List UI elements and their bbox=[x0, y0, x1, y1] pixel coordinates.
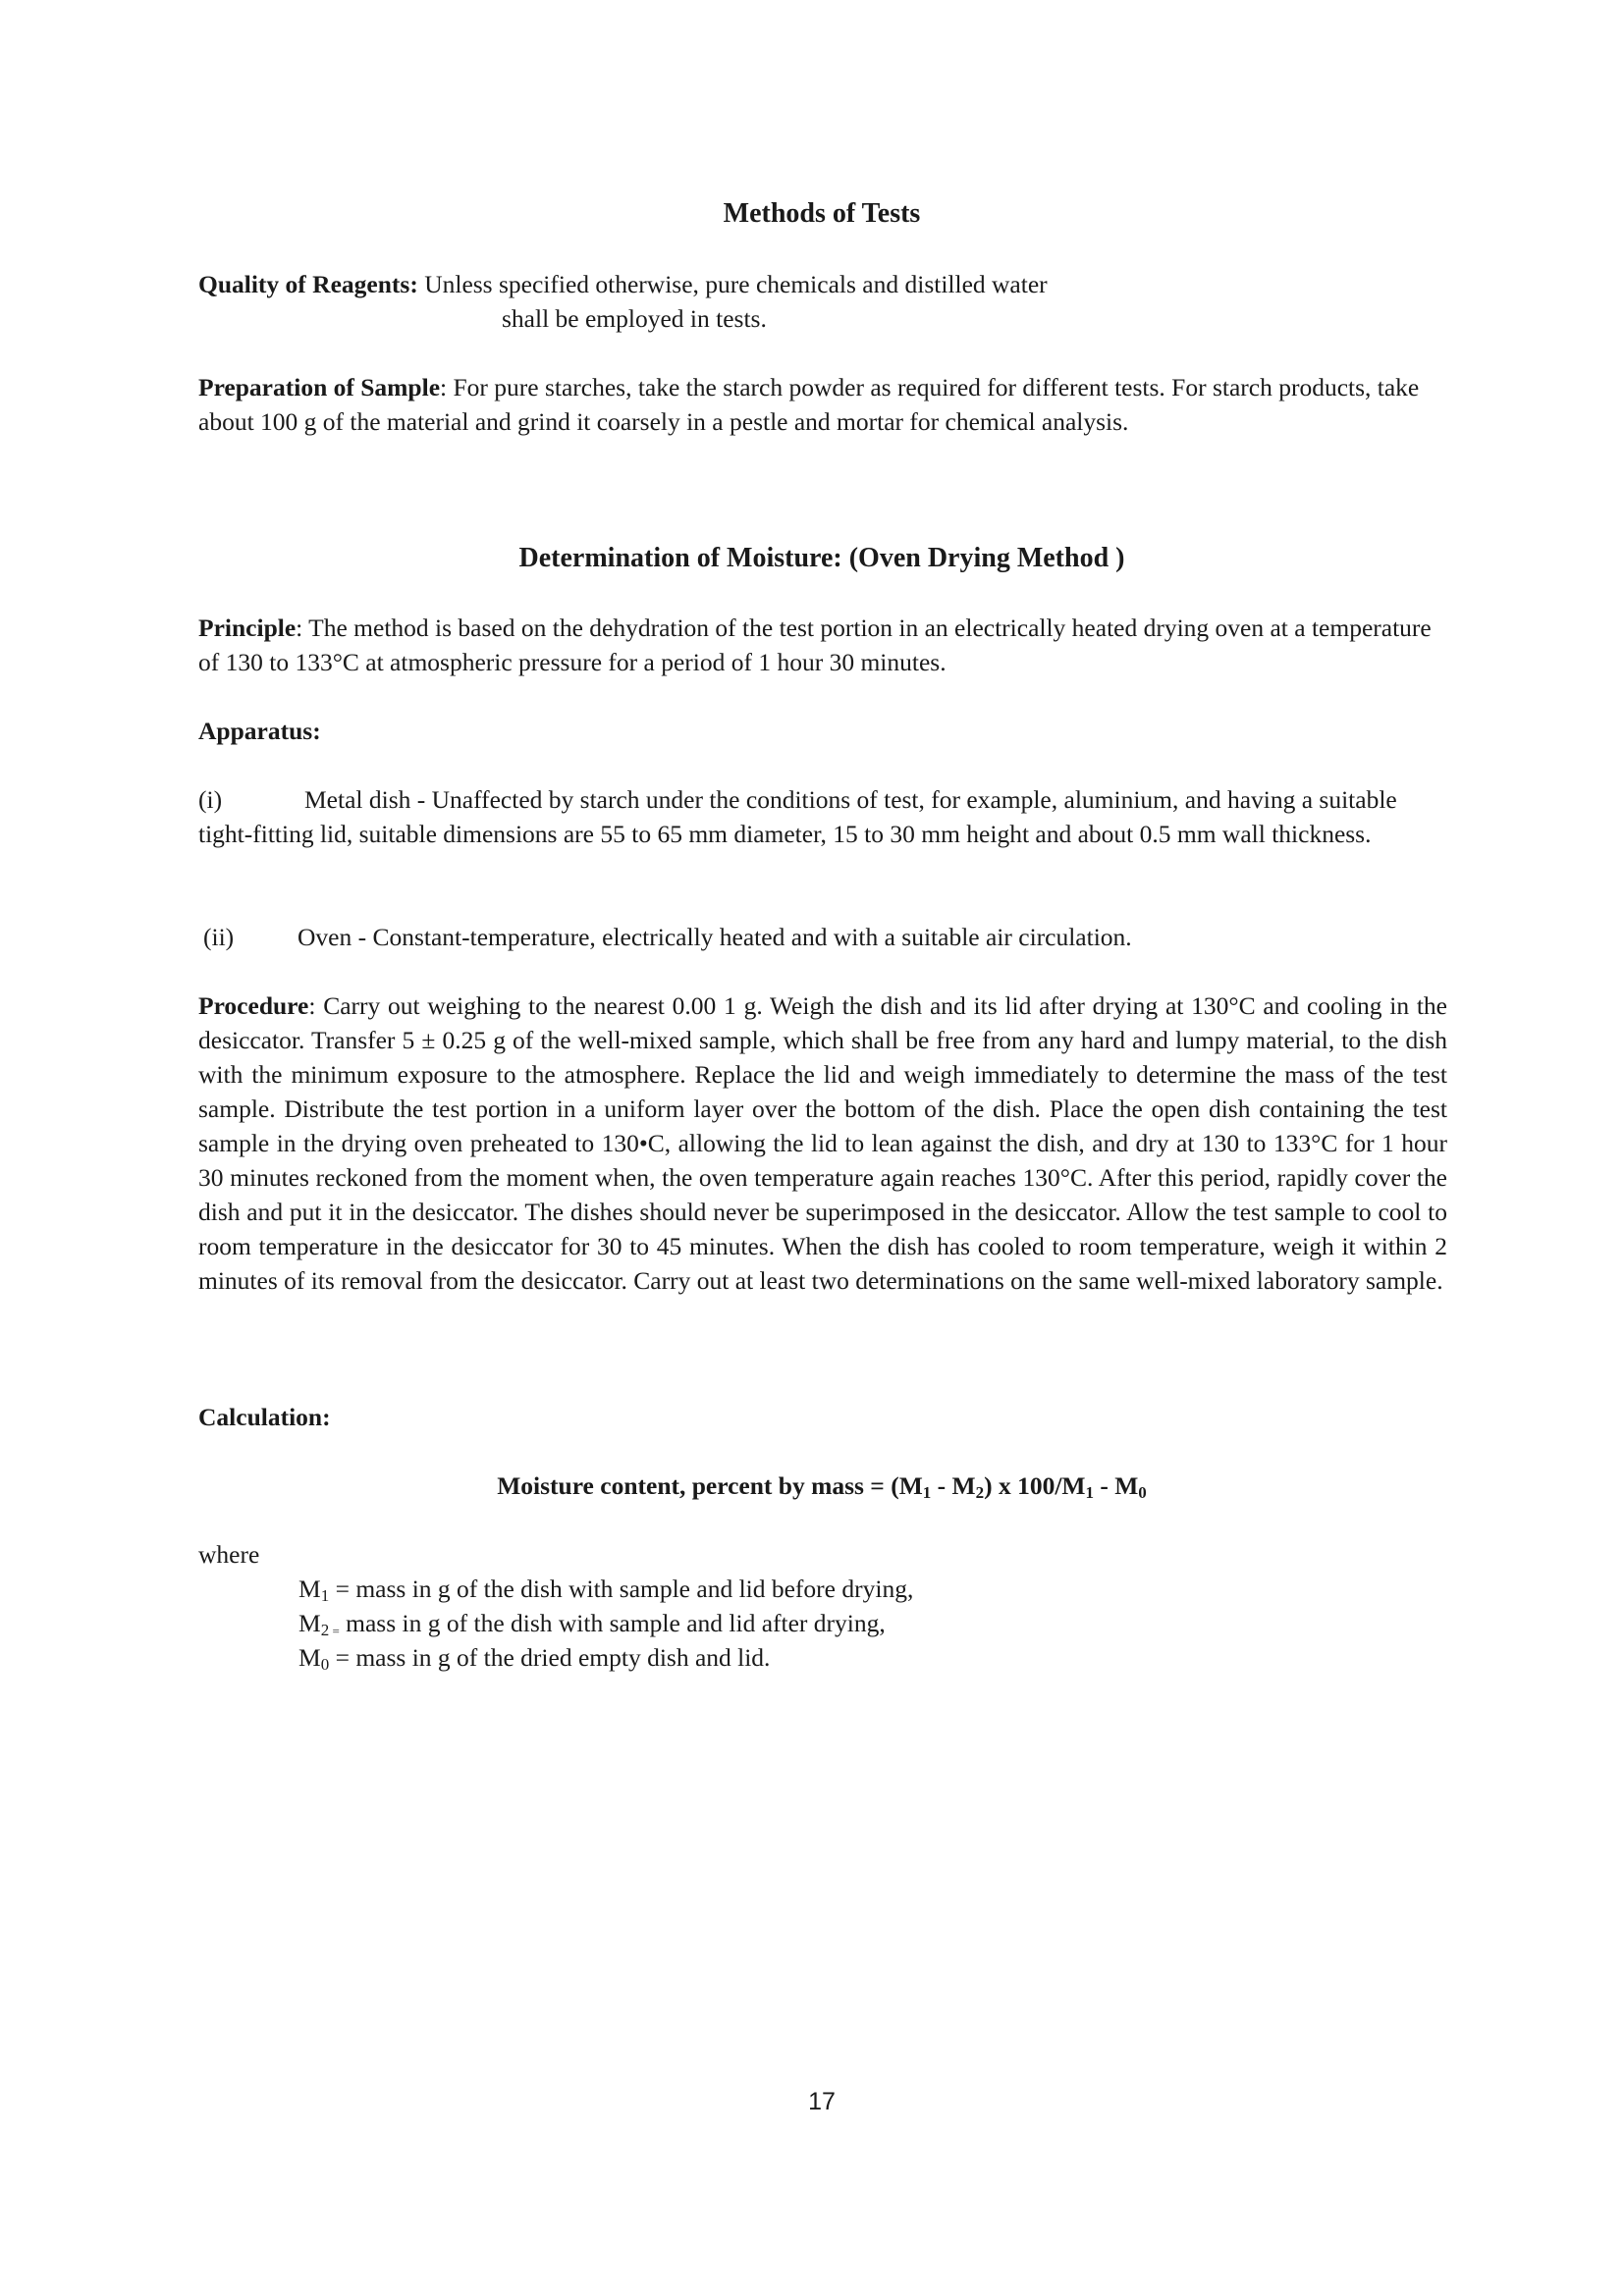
definition-text: mass in g of the dish with sample and lid before drying, bbox=[349, 1575, 914, 1603]
definition-equals: = bbox=[329, 1624, 340, 1638]
sample-preparation-paragraph bbox=[198, 370, 1447, 439]
formula-subscript: 1 bbox=[1085, 1483, 1094, 1502]
page-number: 17 bbox=[808, 2088, 836, 2115]
sample-preparation-text: : For pure starches, take the starch powder as required for different tests. For starch products, take about 100 g of the material and grind it coarsely in a pestle and mortar for chemical analysis. bbox=[198, 373, 1420, 436]
apparatus-label: Apparatus: bbox=[198, 717, 321, 745]
apparatus-item-text: Metal dish - Unaffected by starch under the conditions of test, for example, aluminium, and having a suitable tight-fitting lid, suitable dimensions are 55 to 65 mm diameter, 15 to 30 mm height and about 0.5 mm wall thickness. bbox=[198, 785, 1397, 848]
definition-subscript: 2 bbox=[320, 1621, 330, 1639]
formula-text: - M bbox=[1093, 1471, 1139, 1500]
definition-symbol: M bbox=[298, 1575, 321, 1603]
definition-m0 bbox=[298, 1640, 770, 1675]
calculation-label: Calculation: bbox=[198, 1403, 331, 1431]
procedure-paragraph bbox=[198, 988, 1447, 1298]
apparatus-item-number: (i) bbox=[198, 785, 223, 814]
formula-subscript: 0 bbox=[1138, 1483, 1147, 1502]
definition-symbol: M bbox=[298, 1609, 321, 1637]
page-title: Methods of Tests bbox=[723, 198, 921, 229]
principle-label: Principle bbox=[198, 614, 297, 642]
apparatus-item-number: (ii) bbox=[203, 923, 235, 951]
procedure-text: : Carry out weighing to the nearest 0.00 1 g. Weigh the dish and its lid after drying at 130°C and cooling in the desiccator. Transfer 5 ± 0.25 g of the well-mixed sample, which shall be free from any hard and lumpy material, to the dish with the minimum exposure to the atmosphere. Replace the lid and weigh immediately to determine the mass of the test sample. Distribute the test portion in a uniform layer over the bottom of the dish. Place the open dish containing the test sample in the drying oven preheated to 130•C, allowing the lid to lean against the dish, and dry at 130 to 133°C for 1 hour 30 minutes reckoned from the moment when, the oven temperature again reaches 130°C. After this period, rapidly cover the dish and put it in the desiccator. The dishes should never be superimposed in the desiccator. Allow the test sample to cool to room temperature in the desiccator for 30 to 45 minutes. When the dish has cooled to room temperature, weigh it within 2 minutes of its removal from the desiccator. Carry out at least two determinations on the same well-mixed laboratory sample. bbox=[198, 991, 1447, 1295]
definition-m2 bbox=[298, 1606, 886, 1640]
apparatus-item-2 bbox=[203, 920, 1132, 954]
definition-equals: = bbox=[329, 1643, 350, 1672]
formula-text: - M bbox=[931, 1471, 976, 1500]
formula-subscript: 1 bbox=[922, 1483, 932, 1502]
moisture-section-heading: Determination of Moisture: (Oven Drying Method ) bbox=[518, 543, 1125, 573]
formula-subscript: 2 bbox=[975, 1483, 985, 1502]
principle-paragraph bbox=[198, 611, 1447, 679]
moisture-formula bbox=[0, 1468, 1624, 1503]
definition-m1 bbox=[298, 1572, 913, 1606]
definition-text: mass in g of the dish with sample and lid after drying, bbox=[339, 1609, 886, 1637]
definition-subscript: 1 bbox=[320, 1586, 330, 1605]
definition-symbol: M bbox=[298, 1643, 321, 1672]
reagents-paragraph bbox=[198, 267, 1048, 301]
definition-equals: = bbox=[329, 1575, 350, 1603]
procedure-label: Procedure bbox=[198, 991, 309, 1020]
apparatus-item-text: Oven - Constant-temperature, electrically heated and with a suitable air circulation. bbox=[298, 923, 1132, 951]
where-label: where bbox=[198, 1540, 260, 1569]
principle-text: : The method is based on the dehydration of the test portion in an electrically heated drying oven at a temperature of 130 to 133°C at atmospheric pressure for a period of 1 hour 30 minutes. bbox=[198, 614, 1432, 676]
definition-text: mass in g of the dried empty dish and lid. bbox=[349, 1643, 771, 1672]
reagents-label: Quality of Reagents: bbox=[198, 270, 418, 298]
apparatus-item-1 bbox=[198, 782, 1447, 851]
reagents-text-line2: shall be employed in tests. bbox=[502, 304, 767, 333]
formula-text: Moisture content, percent by mass = (M bbox=[497, 1471, 923, 1500]
reagents-text-line1: Unless specified otherwise, pure chemicals and distilled water bbox=[424, 270, 1048, 298]
sample-preparation-label: Preparation of Sample bbox=[198, 373, 441, 401]
definition-subscript: 0 bbox=[320, 1655, 330, 1674]
formula-text: ) x 100/M bbox=[984, 1471, 1086, 1500]
